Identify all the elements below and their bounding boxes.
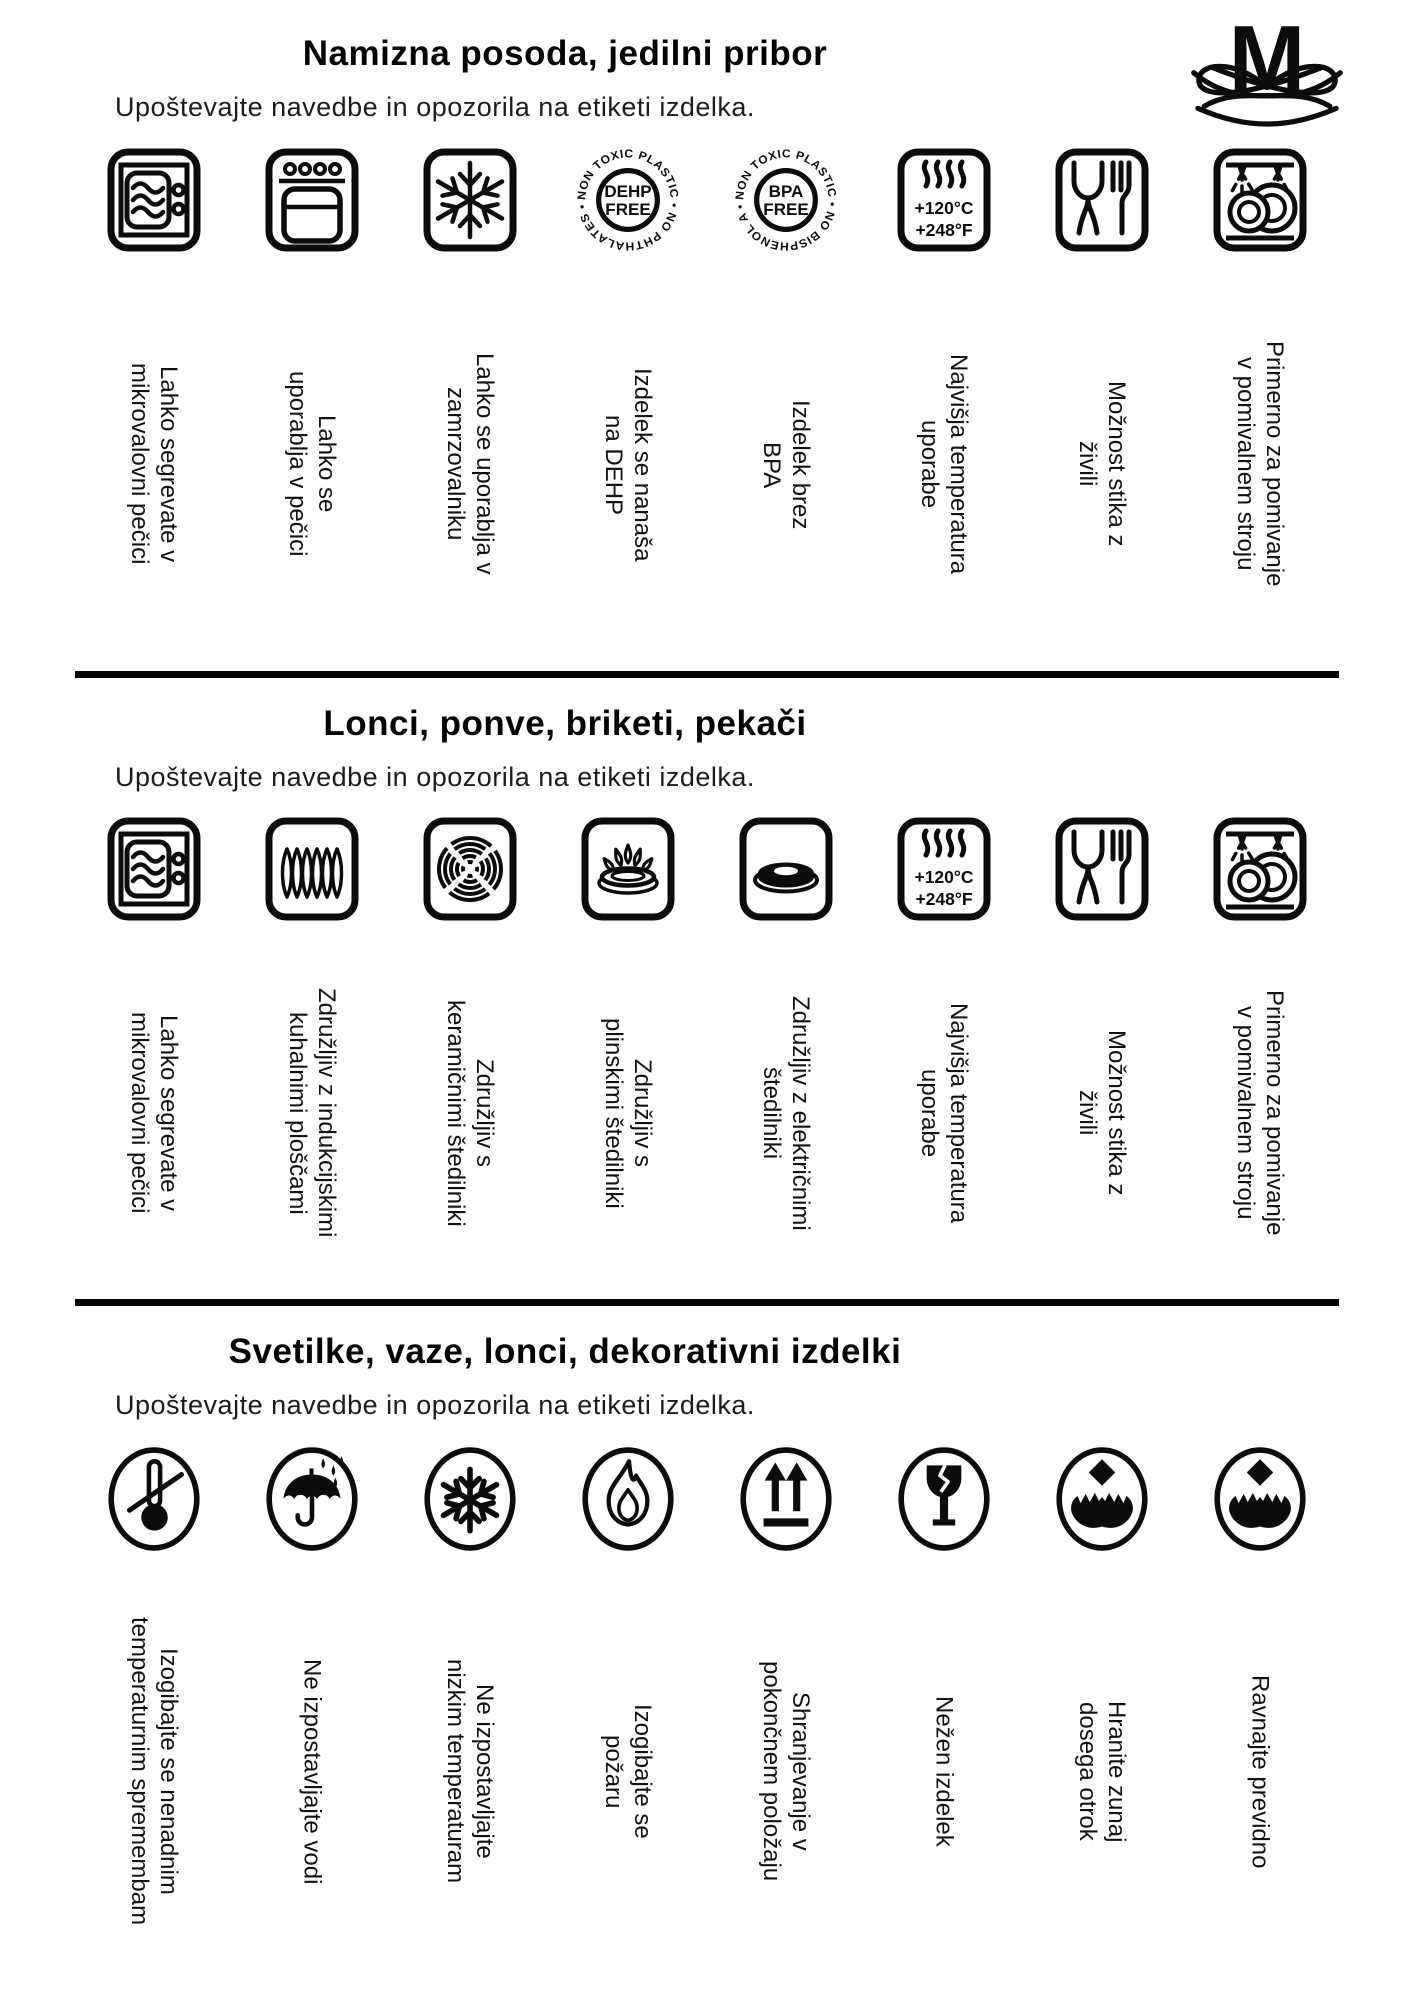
symbol-label <box>915 937 973 1289</box>
label-line: Lahko se <box>313 415 340 513</box>
label-line: temperaturnim spremembam <box>126 1617 153 1926</box>
symbol-label <box>1073 937 1131 1289</box>
label-line: Izogibajte se nenadnim <box>155 1648 182 1895</box>
symbol-label <box>441 1569 499 1974</box>
label-line: v pomivalnem stroju <box>1232 1006 1259 1220</box>
label-line: Izogibajte se <box>629 1704 656 1839</box>
symbol-label <box>599 937 657 1289</box>
label-line: nizkim temperaturam <box>442 1659 469 1884</box>
store-upright-icon <box>735 1445 837 1553</box>
label-line: Primerno za pomivanje <box>1261 341 1288 587</box>
label-line: Primerno za pomivanje <box>1261 990 1288 1236</box>
microwave-safe-icon <box>106 817 202 921</box>
section-title: Namizna posoda, jedilni pribor <box>302 34 828 73</box>
keep-away-from-children-icon <box>1051 1445 1153 1553</box>
symbol-dishwasher-safe <box>1212 817 1308 1289</box>
label-line: uporabe <box>916 1068 943 1158</box>
food-contact-safe-icon <box>1054 817 1150 921</box>
symbol-microwave-safe <box>106 148 202 660</box>
section-divider <box>75 671 1339 678</box>
symbol-induction-compatible <box>264 817 360 1289</box>
symbol-label <box>915 268 973 660</box>
symbols-row <box>75 147 1339 661</box>
symbol-avoid-temperature-changes <box>103 1445 205 1974</box>
symbol-fragile <box>893 1445 995 1974</box>
label-line: Ravnajte previdno <box>1246 1674 1274 1869</box>
handle-with-care-icon <box>1209 1445 1311 1553</box>
symbol-label <box>1246 1569 1275 1974</box>
symbol-food-contact-safe <box>1054 148 1150 660</box>
label-line: štedilniki <box>758 1066 785 1160</box>
food-contact-safe-icon <box>1054 148 1150 252</box>
symbol-label <box>283 268 341 660</box>
label-line: Najvišja temperatura <box>945 353 972 575</box>
symbol-label <box>599 269 657 661</box>
fragile-icon <box>893 1445 995 1553</box>
label-line: Združljiv s <box>471 1058 498 1167</box>
label-line: Združljiv s <box>629 1058 656 1167</box>
max-temperature-icon <box>896 817 992 921</box>
symbol-avoid-low-temperatures <box>419 1445 521 1974</box>
symbol-label <box>757 269 815 661</box>
symbol-label <box>125 1569 183 1974</box>
label-line: zamrzovalniku <box>442 387 469 541</box>
label-line: uporabe <box>916 419 943 509</box>
label-line: Najvišja temperatura <box>945 1002 972 1224</box>
label-line: Združljiv z indukcijskimi <box>313 988 340 1238</box>
label-line: Ne izpostavljajte vodi <box>298 1658 326 1885</box>
section-subtitle: Upoštevajte navedbe in opozorila na etiketi izdelka. <box>115 762 755 792</box>
label-line: BPA <box>758 441 785 489</box>
label-line: Lahko se uporablja v <box>471 353 498 575</box>
symbol-handle-with-care <box>1209 1445 1311 1974</box>
symbol-max-temperature <box>896 148 992 660</box>
label-line: Možnost stika z <box>1103 1030 1130 1196</box>
symbol-label <box>1073 268 1131 660</box>
label-line: živili <box>1074 1090 1101 1136</box>
dehp-free-badge-icon <box>575 147 681 253</box>
section-pots-pans <box>75 704 1339 1306</box>
label-line: požaru <box>600 1734 627 1809</box>
label-line: Izdelek brez <box>787 400 814 530</box>
label-line: Hranite zunaj <box>1103 1700 1130 1843</box>
symbol-freezer-safe <box>422 148 518 660</box>
symbol-food-contact-safe <box>1054 817 1150 1289</box>
label-line: na DEHP <box>600 414 627 516</box>
bpa-free-badge-icon <box>733 147 839 253</box>
symbol-ceramic-compatible <box>422 817 518 1289</box>
label-line: Lahko segrevate v <box>155 1014 182 1212</box>
induction-hob-icon <box>264 817 360 921</box>
symbol-label <box>599 1569 657 1974</box>
label-line: plinskimi štedilniki <box>600 1017 627 1209</box>
label-line: Združljiv z električnimi <box>787 995 814 1231</box>
avoid-fire-icon <box>577 1445 679 1553</box>
label-line: Ne izpostavljajte <box>471 1684 498 1859</box>
electric-hob-icon <box>738 817 834 921</box>
section-divider <box>75 1299 1339 1306</box>
symbol-bpa-free <box>733 147 839 661</box>
label-line: keramičnimi štedilniki <box>442 999 469 1227</box>
label-line: Izdelek se nanaša <box>629 368 656 562</box>
symbol-gas-compatible <box>580 817 676 1289</box>
symbol-label <box>1231 268 1289 660</box>
symbols-row <box>75 817 1339 1289</box>
symbol-keep-away-from-children <box>1051 1445 1153 1974</box>
symbol-dehp-free <box>575 147 681 661</box>
symbol-label <box>1073 1569 1131 1974</box>
section-title: Lonci, ponve, briketi, pekači <box>323 704 807 743</box>
section-tableware <box>75 34 1339 678</box>
symbol-max-temperature <box>896 817 992 1289</box>
label-line: pokončnem položaju <box>758 1661 785 1882</box>
symbol-label <box>1231 937 1289 1289</box>
avoid-temperature-changes-icon <box>103 1445 205 1553</box>
section-subtitle: Upoštevajte navedbe in opozorila na etiketi izdelka. <box>115 1390 755 1420</box>
label-line: mikrovalovni pečici <box>126 363 153 565</box>
symbol-label <box>757 937 815 1289</box>
keep-dry-icon <box>261 1445 363 1553</box>
label-line: živili <box>1074 441 1101 487</box>
symbol-electric-compatible <box>738 817 834 1289</box>
label-line: Lahko segrevate v <box>155 365 182 563</box>
label-line: kuhalnimi ploščami <box>284 1011 311 1215</box>
symbols-row <box>75 1445 1339 1974</box>
ceramic-hob-icon <box>422 817 518 921</box>
microwave-safe-icon <box>106 148 202 252</box>
dishwasher-safe-icon <box>1212 148 1308 252</box>
symbol-microwave-safe <box>106 817 202 1289</box>
symbol-label <box>125 268 183 660</box>
symbol-label <box>930 1569 959 1974</box>
label-line: mikrovalovni pečici <box>126 1012 153 1214</box>
label-line: Shranjevanje v <box>787 1692 814 1851</box>
section-subtitle: Upoštevajte navedbe in opozorila na etiketi izdelka. <box>115 92 755 122</box>
max-temperature-icon <box>896 148 992 252</box>
symbol-label <box>125 937 183 1289</box>
symbol-dishwasher-safe <box>1212 148 1308 660</box>
symbol-label <box>298 1569 327 1974</box>
symbol-label <box>283 937 341 1289</box>
section-title: Svetilke, vaze, lonci, dekorativni izdelki <box>228 1332 902 1371</box>
symbol-oven-safe <box>264 148 360 660</box>
symbol-label <box>441 937 499 1289</box>
symbol-label <box>757 1569 815 1974</box>
avoid-low-temperatures-icon <box>419 1445 521 1553</box>
symbol-label <box>441 268 499 660</box>
label-line: Nežen izdelek <box>930 1696 958 1847</box>
label-line: Možnost stika z <box>1103 381 1130 547</box>
label-line: uporablja v pečici <box>284 371 311 557</box>
section-decorative <box>75 1332 1339 1974</box>
symbol-keep-dry <box>261 1445 363 1974</box>
brand-monogram-logo <box>1162 10 1372 146</box>
gas-hob-icon <box>580 817 676 921</box>
dishwasher-safe-icon <box>1212 817 1308 921</box>
label-line: v pomivalnem stroju <box>1232 357 1259 571</box>
symbol-store-upright <box>735 1445 837 1974</box>
label-line: dosega otrok <box>1074 1702 1101 1841</box>
freezer-safe-icon <box>422 148 518 252</box>
symbol-avoid-fire <box>577 1445 679 1974</box>
oven-safe-icon <box>264 148 360 252</box>
